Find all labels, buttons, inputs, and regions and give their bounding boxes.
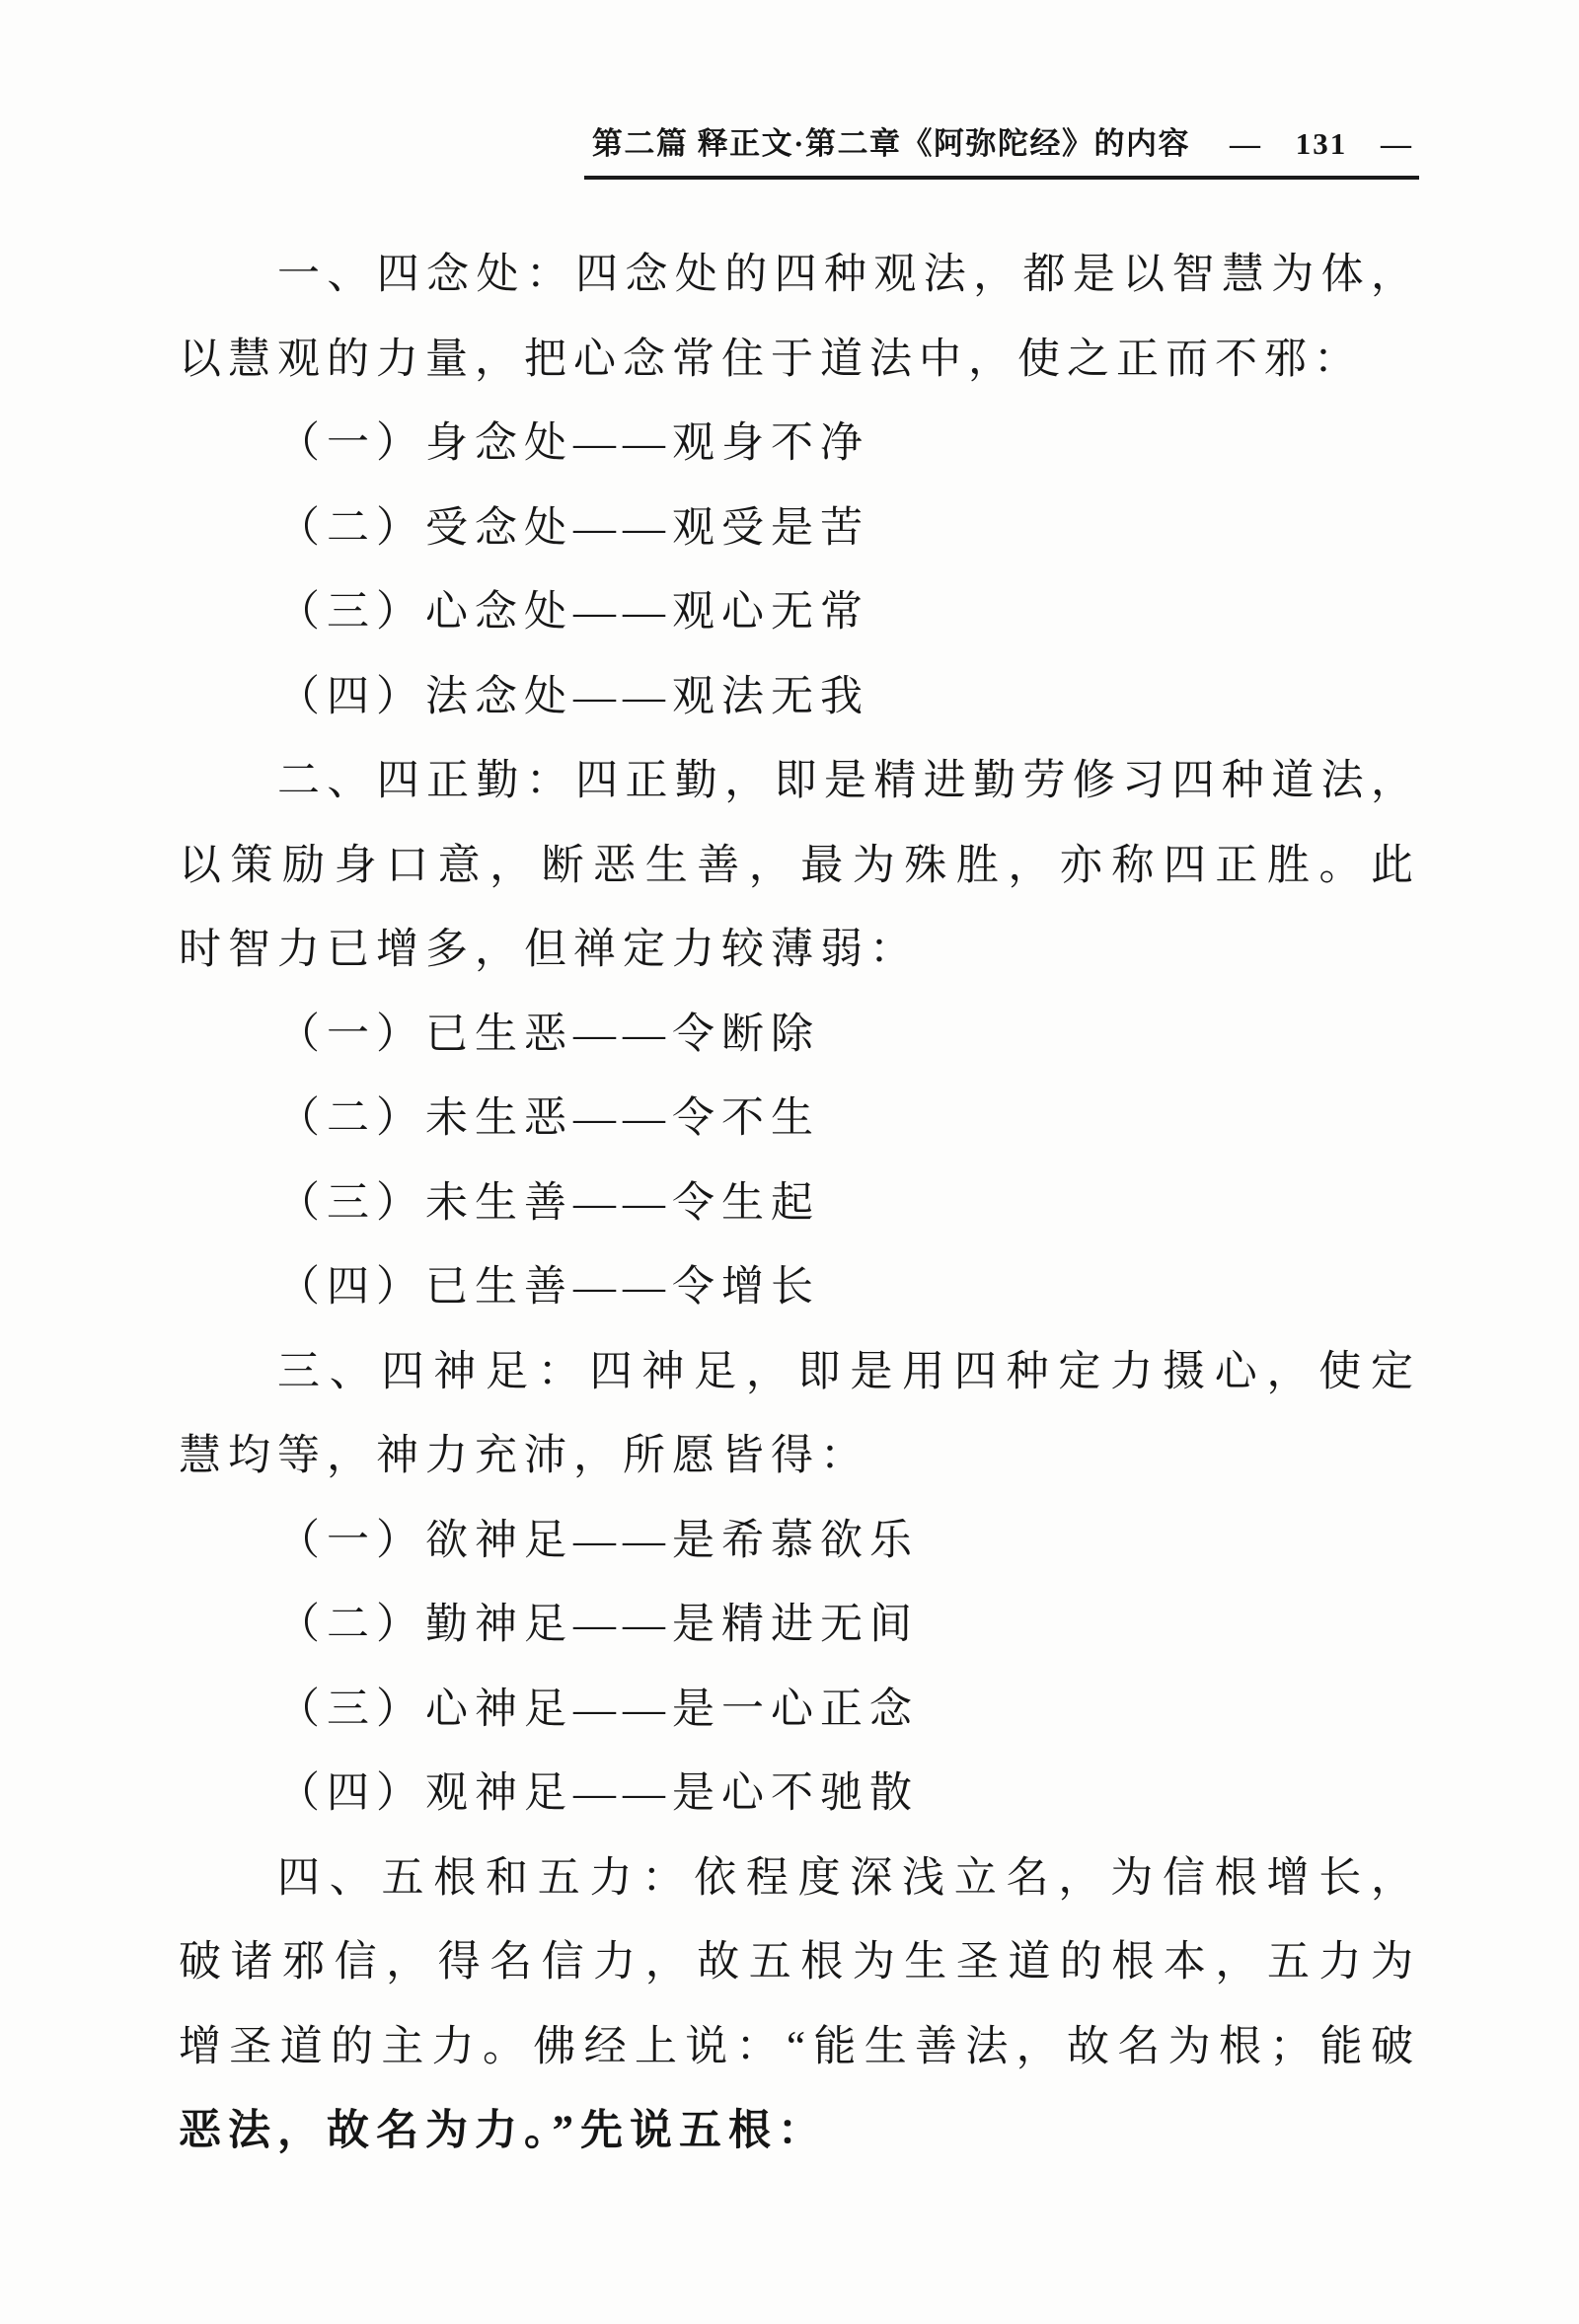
text-line: （一）身念处——观身不净 [277, 420, 869, 467]
text-line: （三）心神足——是一心正念 [277, 1686, 919, 1733]
text-line: 增圣道的主力。佛经上说：“能生善法，故名为根；能破 [179, 2023, 1420, 2070]
text-line: （二）受念处——观受是苦 [277, 504, 869, 552]
text-line: （三）未生善——令生起 [277, 1179, 820, 1227]
text-line: （一）欲神足——是希慕欲乐 [277, 1517, 919, 1564]
text-line: （三）心念处——观心无常 [277, 589, 869, 636]
text-line: 慧均等，神力充沛，所愿皆得： [179, 1433, 869, 1479]
page-number: — 131 — [1230, 126, 1413, 161]
text-line: 以策励身口意，断恶生善，最为殊胜，亦称四正胜。此 [179, 842, 1420, 889]
text-line: 一、四念处：四念处的四种观法，都是以智慧为体， [277, 252, 1420, 298]
text-line: 三、四神足：四神足，即是用四种定力摄心，使定 [277, 1348, 1420, 1395]
running-header [584, 124, 1419, 180]
text-line: （一）已生恶——令断除 [277, 1011, 820, 1058]
text-line: 四、五根和五力：依程度深浅立名，为信根增长， [277, 1854, 1420, 1902]
text-line: 以慧观的力量，把心念常住于道法中，使之正而不邪： [179, 336, 1363, 383]
text-line: 时智力已增多，但禅定力较薄弱： [179, 927, 919, 973]
text-line: 二、四正勤：四正勤，即是精进勤劳修习四种道法， [277, 758, 1420, 804]
text-line: 破诸邪信，得名信力，故五根为生圣道的根本，五力为 [179, 1939, 1420, 1986]
text-line: （二）勤神足——是精进无间 [277, 1602, 919, 1648]
text-line: 恶法，故名为力。”先说五根： [179, 2108, 827, 2154]
running-header-rule [584, 124, 1419, 180]
text-line: （二）未生恶——令不生 [277, 1095, 820, 1142]
body-text [179, 233, 1420, 2174]
text-line: （四）法念处——观法无我 [277, 673, 869, 720]
text-line: （四）观神足——是心不驰散 [277, 1770, 919, 1817]
text-line: （四）已生善——令增长 [277, 1264, 820, 1311]
chapter-title: 第二篇 释正文·第二章《阿弥陀经》的内容 [591, 126, 1190, 161]
